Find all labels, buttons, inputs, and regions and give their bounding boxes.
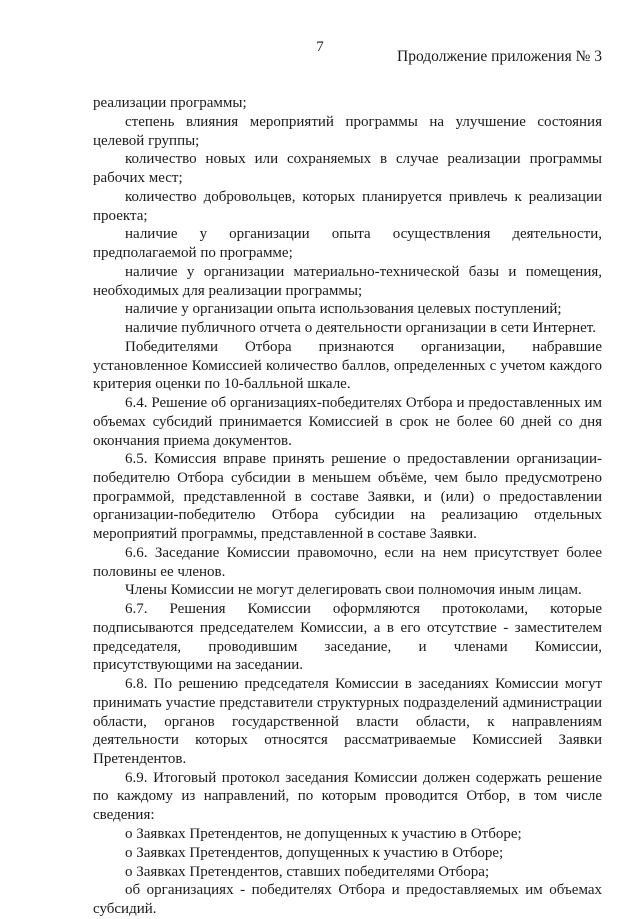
paragraph: Члены Комиссии не могут делегировать свои полномочия иным лицам. [125,582,582,599]
page-number: 7 [316,39,324,55]
paragraph: 6.9. Итоговый протокол заседания Комиссии должен содержать решение по каждому из направлений, по которым проводится Отбор, в том числе сведения: [93,769,602,824]
paragraph: 6.6. Заседание Комиссии правомочно, если на нем присутствует более половины ее членов. [93,544,602,580]
paragraph: наличие публичного отчета о деятельности организации в сети Интернет. [125,320,596,337]
paragraph: об организациях - победителях Отбора и предоставляемых им объемах субсидий. [93,882,602,918]
paragraph: о Заявках Претендентов, допущенных к участию в Отборе; [125,844,504,861]
paragraph: наличие у организации материально-технической базы и помещения, необходимых для реализации программы; [93,263,602,299]
paragraph: Победителями Отбора признаются организации, набравшие установленное Комиссией количество баллов, определенных с учетом каждого критерия оценки по 10-балльной шкале. [93,338,602,393]
paragraph: 6.5. Комиссия вправе принять решение о предоставлении организации-победителю Отбора субсидии в меньшем объёме, чем было предусмотрено программой, представленной в составе Заявки, и (или) о предоставлении организации-победителю Отбора субсидии на реализацию отдельных мероприятий программы, представленной в составе Заявки. [93,451,602,543]
paragraph: 6.7. Решения Комиссии оформляются протоколами, которые подписываются председателем Комиссии, а в его отсутствие - заместителем председателя, проводившим заседание, и членами Комиссии, присутствующими на заседании. [93,601,602,674]
paragraph: наличие у организации опыта осуществления деятельности, предполагаемой по программе; [93,226,602,261]
paragraph: 6.8. По решению председателя Комиссии в заседаниях Комиссии могут принимать участие представители структурных подразделений администрации области, органов государственной власти области, к направлениям деятельности которых относятся рассматриваемые Комиссией Заявки Претендентов. [93,676,602,767]
document-body [93,94,602,919]
running-header: Продолжение приложения № 3 [397,48,602,65]
paragraph: о Заявках Претендентов, ставших победителями Отбора; [125,863,490,880]
paragraph: реализации программы; [93,95,247,111]
paragraph: количество добровольцев, которых планируется привлечь к реализации проекта; [93,188,602,224]
paragraph: о Заявках Претендентов, не допущенных к участию в Отборе; [125,825,522,842]
paragraph: 6.4. Решение об организациях-победителях Отбора и предоставленных им объемах субсидий принимается Комиссией в срок не более 60 дней со дня окончания приема документов. [93,395,602,449]
paragraph: количество новых или сохраняемых в случае реализации программы рабочих мест; [93,151,602,186]
paragraph: степень влияния мероприятий программы на улучшение состояния целевой группы; [93,113,602,149]
paragraph: наличие у организации опыта использования целевых поступлений; [125,301,562,318]
